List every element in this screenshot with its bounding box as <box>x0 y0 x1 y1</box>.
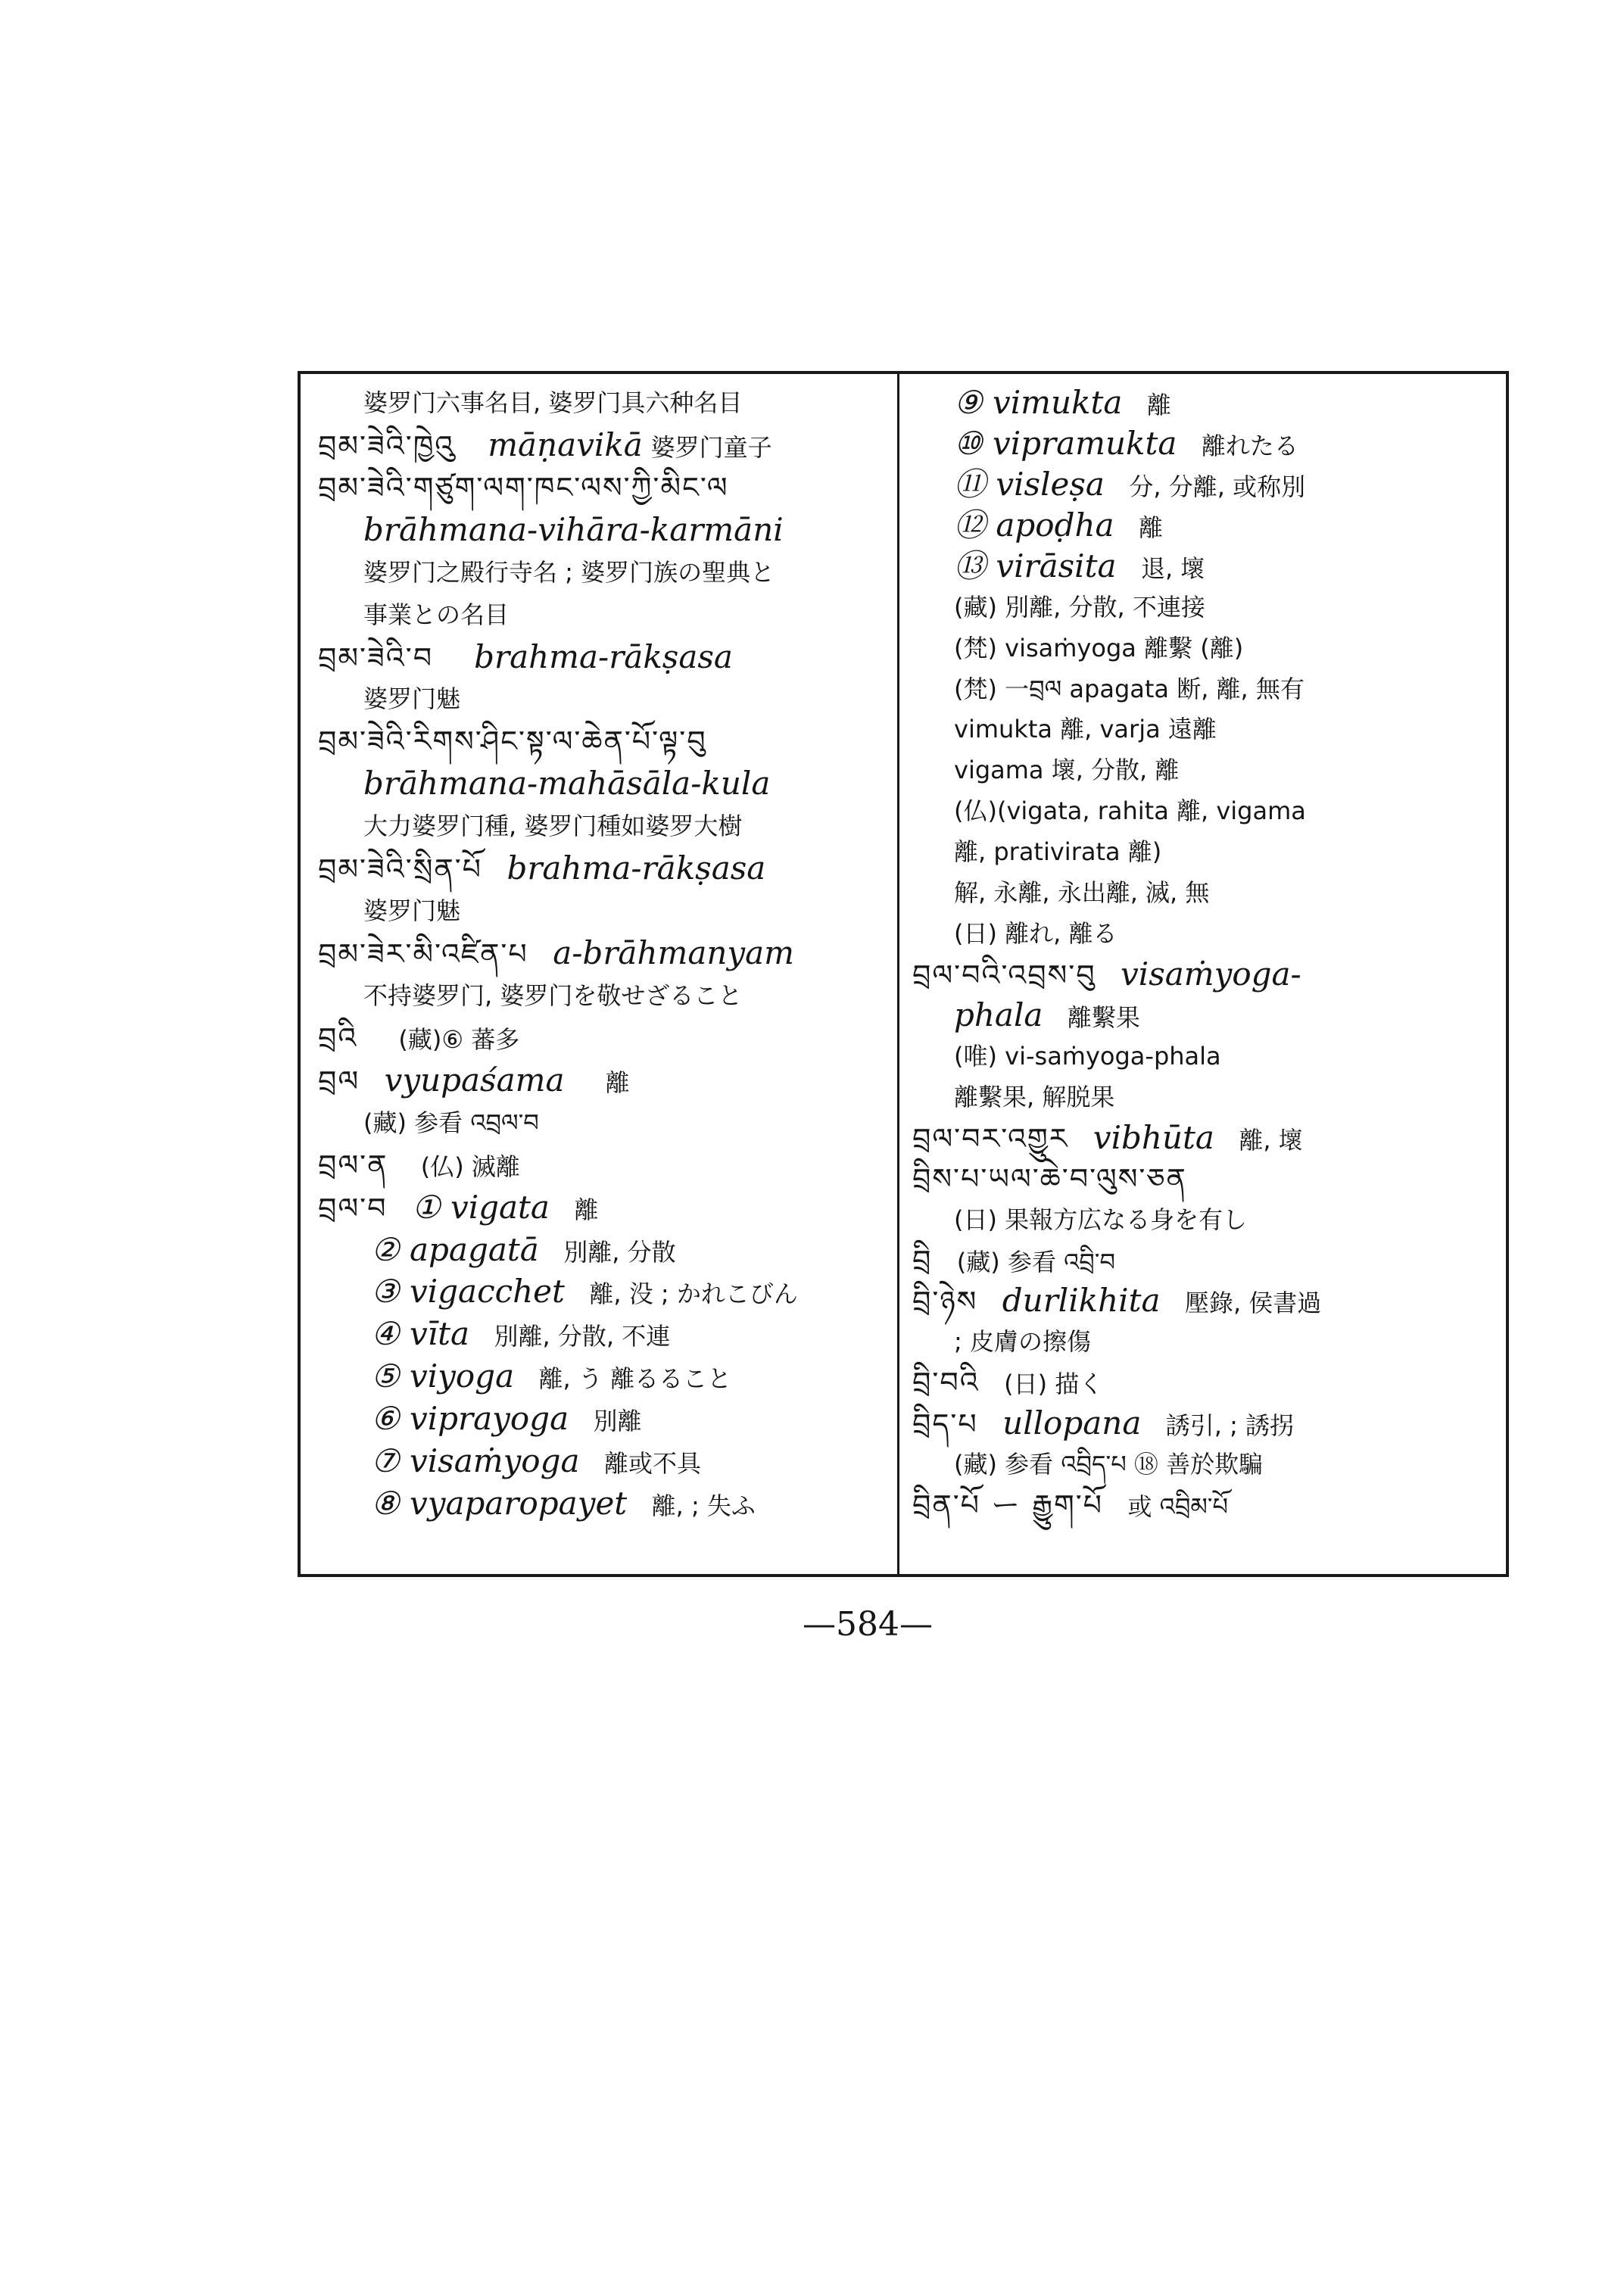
gloss-text: 婆罗门之殿行寺名 ; 婆罗门族の聖典と <box>363 557 775 587</box>
entry-line <box>954 1080 1139 1114</box>
entry-line <box>954 506 1187 544</box>
sanskrit-term: ⑦ visaṁyoga <box>371 1442 580 1480</box>
gloss-text: 離, ; 失ふ <box>651 1491 756 1521</box>
sanskrit-term: ⑪ visleṣa <box>954 465 1105 503</box>
gloss-text: 別離, 分散 <box>563 1237 676 1267</box>
gloss-text: 解, 永離, 永出離, 滅, 無 <box>954 878 1210 908</box>
entry <box>912 1284 1346 1320</box>
entry-line <box>363 767 770 803</box>
gloss-text: (梵) visaṁyoga 離繫 (離) <box>954 633 1244 662</box>
entry-line <box>363 682 460 715</box>
entry <box>912 1244 1139 1279</box>
entry <box>318 725 707 759</box>
sanskrit-term: phala <box>954 996 1043 1033</box>
gloss-text: 別離 <box>593 1407 642 1436</box>
gloss-text: 婆罗门魅 <box>363 684 461 714</box>
entry <box>318 934 794 972</box>
gloss-text: 離繫果, 解脱果 <box>954 1082 1115 1111</box>
sanskrit-term: brāhmana-mahāsāla-kula <box>363 765 771 803</box>
entry-line <box>954 1448 1288 1481</box>
gloss-text: (日) 果報方広なる身を有し <box>954 1205 1248 1234</box>
gloss-text: vimukta 離, varja 遠離 <box>954 715 1217 744</box>
sanskrit-term: ⑬ virāsita <box>954 547 1117 584</box>
gloss-text: (梵) 一བྲལ apagata 断, 離, 無有 <box>954 674 1304 703</box>
gloss-text: (日) 描く <box>1004 1370 1104 1399</box>
gloss-text: 離, 没 ; かれこびん <box>589 1279 798 1309</box>
gloss-text: 離或不具 <box>603 1449 701 1479</box>
sanskrit-term: vyupaśama <box>384 1061 565 1099</box>
gloss-text: 退, 壞 <box>1140 553 1205 583</box>
entry-line <box>954 876 1234 909</box>
sanskrit-term: brahma-rākṣasa <box>474 637 733 675</box>
gloss-text: 離 <box>574 1195 599 1224</box>
entry <box>912 1118 1327 1157</box>
sanskrit-term: brāhmana-vihāra-karmāni <box>363 510 784 548</box>
entry-line <box>954 547 1230 585</box>
entry <box>912 1366 1128 1401</box>
entry-line <box>954 1325 1115 1358</box>
sanskrit-term: ⑫ apoḍha <box>954 506 1114 544</box>
sanskrit-term: durlikhita <box>1002 1282 1161 1320</box>
entry <box>912 1488 1252 1523</box>
gloss-text: 婆罗门童子 <box>650 432 772 462</box>
entry-line <box>954 917 1142 950</box>
gloss-text: (仏)(vigata, rahita 離, vigama <box>954 796 1306 826</box>
column-divider <box>897 371 899 1577</box>
sanskrit-term: ② apagatā <box>371 1230 539 1268</box>
entry <box>912 955 1326 993</box>
entry-line <box>954 631 1268 665</box>
gloss-text: 離, 壞 <box>1239 1125 1303 1155</box>
sanskrit-term: māṇavikā <box>488 425 643 463</box>
sanskrit-term: ⑧ vyaparopayet <box>371 1485 628 1523</box>
entry-line <box>954 424 1323 463</box>
sanskrit-term: ⑥ viprayoga <box>371 1400 569 1438</box>
gloss-text: 離繫果 <box>1067 1002 1140 1032</box>
entry <box>318 1188 599 1226</box>
entry-header <box>363 386 742 419</box>
entry-line <box>954 712 1241 746</box>
entry-line <box>371 1275 798 1311</box>
gloss-text: 離, う 離るること <box>538 1364 732 1394</box>
tibetan-headword: བྲི་བའི <box>912 1366 980 1400</box>
gloss-text: vigama 壞, 分散, 離 <box>954 756 1180 785</box>
entry-line <box>954 1039 1245 1073</box>
entry-line <box>371 1230 676 1269</box>
entry-line <box>363 894 460 927</box>
gloss-text: 離 <box>1138 513 1163 542</box>
gloss-text: 離れたる <box>1201 431 1298 460</box>
entry-line <box>371 1317 670 1353</box>
gloss-text: 不持婆罗门, 婆罗门を敬せざること <box>363 980 743 1010</box>
entry-line <box>363 556 775 589</box>
tibetan-headword: བྲམ་ཟེའི་སྲིན་པོ <box>318 852 483 887</box>
gloss-text: (藏)⑥ 蕃多 <box>398 1024 520 1054</box>
entry-line <box>363 510 784 549</box>
tibetan-headword: བྲི <box>912 1243 933 1277</box>
tibetan-headword: བྲལ་བར་འགྱུར <box>912 1121 1069 1155</box>
sanskrit-term: ⑤ viyoga <box>371 1357 515 1395</box>
gloss-text: 或 འབྲིམ་པོ <box>1127 1492 1229 1522</box>
tibetan-headword: བྲལ་བའི་འབྲས་བུ <box>912 958 1096 992</box>
page-frame <box>298 371 1509 1577</box>
gloss-text: ; 皮膚の擦傷 <box>954 1327 1091 1357</box>
tibetan-headword: བྲམ་ཟེའི་རིགས་ཤིང་སྟ་ལ་ཆེན་པོ་ལྟ་བུ <box>318 725 707 759</box>
entry-line <box>954 1203 1272 1236</box>
tibetan-headword: བྲལ་བ <box>318 1191 388 1225</box>
gloss-text: 大力婆罗门種, 婆罗门種如婆罗大樹 <box>363 812 743 841</box>
sanskrit-term: brahma-rākṣasa <box>507 849 766 887</box>
sanskrit-term: ③ vigacchet <box>371 1273 565 1311</box>
sanskrit-term: ⑩ vipramukta <box>954 424 1177 462</box>
entry <box>318 425 772 464</box>
page-number: —584— <box>803 1605 933 1644</box>
sanskrit-term: ⑨ vimukta <box>954 384 1123 421</box>
tibetan-headword: བྲམ་ཟེར་མི་འཛིན་པ <box>318 937 528 971</box>
gloss-text: (日) 離れ, 離る <box>954 919 1117 949</box>
gloss-text: 誘引, ; 誘拐 <box>1165 1411 1295 1441</box>
tibetan-headword: བྲམ་ཟེའི་བ <box>318 641 434 675</box>
gloss-text: 別離, 分散, 不連 <box>494 1322 671 1351</box>
entry <box>318 1021 519 1056</box>
entry-line <box>954 753 1204 787</box>
tibetan-headword: བྲལ <box>318 1064 360 1098</box>
entry-line <box>954 996 1164 1034</box>
entry <box>912 1404 1319 1442</box>
entry-line <box>363 598 509 631</box>
sanskrit-term: ullopana <box>1002 1404 1142 1442</box>
sanskrit-term: visaṁyoga- <box>1121 955 1301 993</box>
gloss-text: (唯) vi-saṁyoga-phala <box>954 1041 1221 1071</box>
gloss-text: (藏) 別離, 分散, 不連接 <box>954 592 1205 622</box>
gloss-text: (藏) 参看 འབྲི་བ <box>956 1247 1116 1276</box>
gloss-text: (藏) 参看 འབྲལ་བ <box>363 1108 539 1137</box>
gloss-text: 分, 分離, 或称別 <box>1129 472 1306 501</box>
tibetan-headword: བྲིས་པ་ཡལ་ཆེ་བ་ལུས་ཅན <box>912 1161 1187 1195</box>
sanskrit-term: ④ vīta <box>371 1315 470 1353</box>
sanskrit-term: a-brāhmanyam <box>553 934 794 972</box>
sanskrit-term: ① vigata <box>411 1188 550 1226</box>
gloss-text: 婆罗门魅 <box>363 896 461 926</box>
gloss-text: 離, prativirata 離) <box>954 837 1162 867</box>
entry-line <box>371 1357 732 1395</box>
tibetan-headword: བྲིད་པ <box>912 1407 978 1442</box>
entry-line <box>954 835 1186 868</box>
entry <box>318 471 729 506</box>
entry-line <box>954 794 1330 828</box>
tibetan-headword: བྲའི <box>318 1021 358 1055</box>
gloss-text: 事業との名目 <box>363 600 510 629</box>
tibetan-headword: བྲམ་ཟེའི་གཙུག་ལག་ཁང་ལས་ཀྱི་མིང་ལ <box>318 470 729 504</box>
entry <box>318 1149 520 1183</box>
gloss-text: 壓錄, 侯書過 <box>1184 1289 1322 1318</box>
entry-line <box>954 591 1230 624</box>
gloss-text: 離 <box>1146 391 1171 419</box>
entry-line <box>371 1487 756 1523</box>
tibetan-headword: བྲི་ཉེས <box>912 1285 978 1319</box>
entry <box>318 1061 630 1099</box>
sanskrit-term: vibhūta <box>1093 1118 1214 1156</box>
entry <box>318 637 733 676</box>
tibetan-headword: བྲམ་ཟེའི་ཁྱེའུ <box>318 429 455 463</box>
gloss-text: (仏) 滅離 <box>420 1152 520 1181</box>
entry-line <box>954 672 1329 706</box>
entry-line <box>371 1442 701 1480</box>
entry-line <box>363 1106 539 1139</box>
entry <box>912 1162 1211 1197</box>
entry <box>318 849 766 887</box>
tibetan-headword: བྲིན་པོ ー རྒྱུག་པོ <box>912 1488 1104 1523</box>
entry-line <box>954 465 1330 503</box>
entry-line <box>363 979 742 1012</box>
entry-line <box>371 1402 642 1438</box>
gloss-text: 離 <box>605 1068 630 1097</box>
entry-line <box>363 809 742 843</box>
tibetan-headword: བྲལ་ན <box>318 1148 388 1182</box>
gloss-text: 婆罗门六事名目, 婆罗门具六种名目 <box>363 388 743 417</box>
gloss-text: (藏) 参看 འབྲིད་པ ⑱ 善於欺騙 <box>954 1450 1264 1479</box>
entry-line <box>954 386 1195 422</box>
